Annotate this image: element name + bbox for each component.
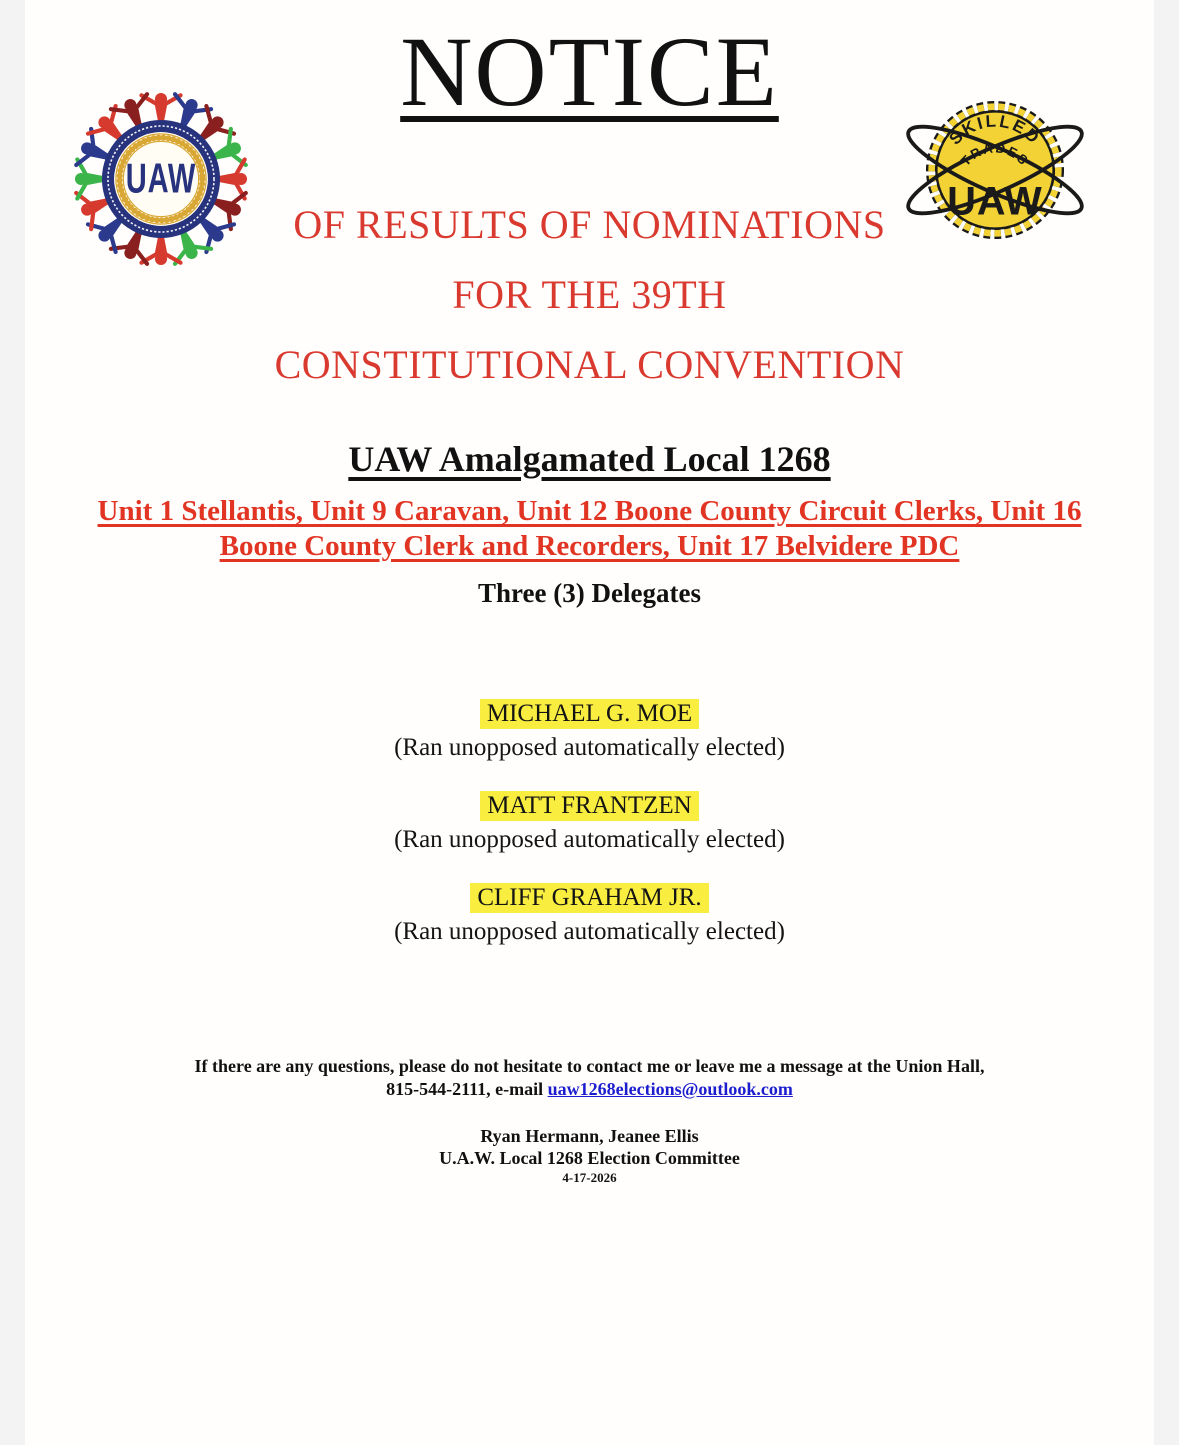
delegate-note: (Ran unopposed automatically elected) bbox=[394, 734, 785, 761]
notice-subtitle-line-3: CONSTITUTIONAL CONVENTION bbox=[274, 342, 905, 387]
delegate-entry bbox=[25, 790, 1154, 855]
signature-block bbox=[25, 1126, 1154, 1186]
delegate-name bbox=[25, 882, 1154, 913]
units-list: Unit 1 Stellantis, Unit 9 Caravan, Unit 12 Boone County Circuit Clerks, Unit 16 Boone County Clerk and Recorders, Unit 17 Belvidere PDC bbox=[97, 495, 1082, 562]
trades-arc-text: TRADES bbox=[957, 140, 1033, 169]
contact-paragraph bbox=[25, 1055, 1154, 1100]
highlighted-name: CLIFF GRAHAM JR. bbox=[470, 883, 708, 913]
uaw-wheel-logo bbox=[68, 86, 254, 272]
notice-title: NOTICE bbox=[400, 16, 779, 127]
contact-phone: 815-544-2111, e-mail bbox=[386, 1078, 548, 1099]
signature-date: 4-17-2026 bbox=[562, 1170, 617, 1185]
email-link[interactable]: uaw1268elections@outlook.com bbox=[547, 1078, 793, 1099]
notice-subtitle-line-2: FOR THE 39TH bbox=[452, 272, 727, 317]
skilled-uaw-text: UAW bbox=[947, 179, 1043, 224]
skilled-arc-text: SKILLED bbox=[945, 111, 1045, 149]
contact-line-2 bbox=[25, 1078, 1154, 1101]
notice-subtitle-line-1: OF RESULTS OF NOMINATIONS bbox=[293, 202, 886, 247]
signature-committee: U.A.W. Local 1268 Election Committee bbox=[439, 1147, 740, 1168]
notice-document bbox=[25, 0, 1154, 1445]
delegate-note: (Ran unopposed automatically elected) bbox=[394, 918, 785, 945]
delegate-name bbox=[25, 698, 1154, 729]
delegates-list bbox=[25, 698, 1154, 947]
delegate-name bbox=[25, 790, 1154, 821]
highlighted-name: MATT FRANTZEN bbox=[480, 791, 698, 821]
signature-names: Ryan Hermann, Jeanee Ellis bbox=[480, 1126, 699, 1146]
highlighted-name: MICHAEL G. MOE bbox=[480, 699, 699, 729]
local-name-heading: UAW Amalgamated Local 1268 bbox=[348, 439, 831, 479]
delegate-entry bbox=[25, 882, 1154, 947]
uaw-wheel-center-text: UAW bbox=[125, 154, 197, 202]
uaw-skilled-trades-logo bbox=[891, 76, 1099, 264]
contact-line-1: If there are any questions, please do not hesitate to contact me or leave me a message at the Union Hall, bbox=[194, 1056, 985, 1076]
delegate-note: (Ran unopposed automatically elected) bbox=[394, 826, 785, 853]
delegates-count: Three (3) Delegates bbox=[478, 578, 701, 608]
delegate-entry bbox=[25, 698, 1154, 763]
